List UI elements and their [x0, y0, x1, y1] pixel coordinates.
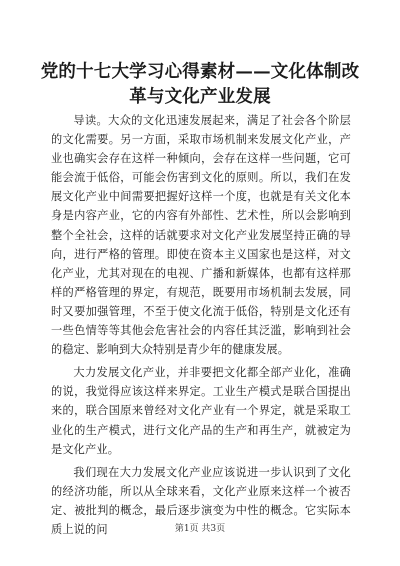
paragraph: 导读。大众的文化迅速发展起来，满足了社会各个阶层的文化需要。另一方面，采取市场机制来发展文化产业，产业也确实会存在这样一种倾向，会存在这样一些问题，它可能会流于低俗，可能会伤害到文化的原则。所以，我们在发展文化产业中间需要把握好这样一个度，也就是有关文化本身是内容产业，它的内容有外部性、艺术性，所以会影响到整个全社会，这样的话就要求对文化产业发展坚持正确的导向，进行严格的管理。即使在资本主义国家也是这样，对文化产业，尤其对现在的电视、广播和新媒体，也都有这样那样的严格管理的界定，有规范，既要用市场机制去发展，同时又要加强管理，不至于使文化流于低俗，特别是文化还有一些色情等等其他会危害社会的内容任其泛滥，影响到社会的稳定、影响到大众特别是青少年的健康发展。 — [51, 114, 351, 357]
document-body — [51, 111, 351, 543]
page-footer: 第1页 共3页 — [174, 524, 226, 534]
document-title: 党的十七大学习心得素材——文化体制改革与文化产业发展 — [40, 62, 360, 107]
paragraph: 我们现在大力发展文化产业应该说进一步认识到了文化的经济功能，所以从全球来看，文化产业原来这样一个被否定、被批判的概念，最后逐步演变为中性的概念。它实际本质上说的问 — [51, 465, 351, 536]
paragraph: 大力发展文化产业，并非要把文化都全部产业化，准确的说，我觉得应该这样来界定。工业生产模式是联合国提出来的，联合国原来曾经对文化产业有一个界定，就是采取工业化的生产模式，进行文化产品的生产和再生产，就被定为是文化产业。 — [51, 366, 351, 456]
